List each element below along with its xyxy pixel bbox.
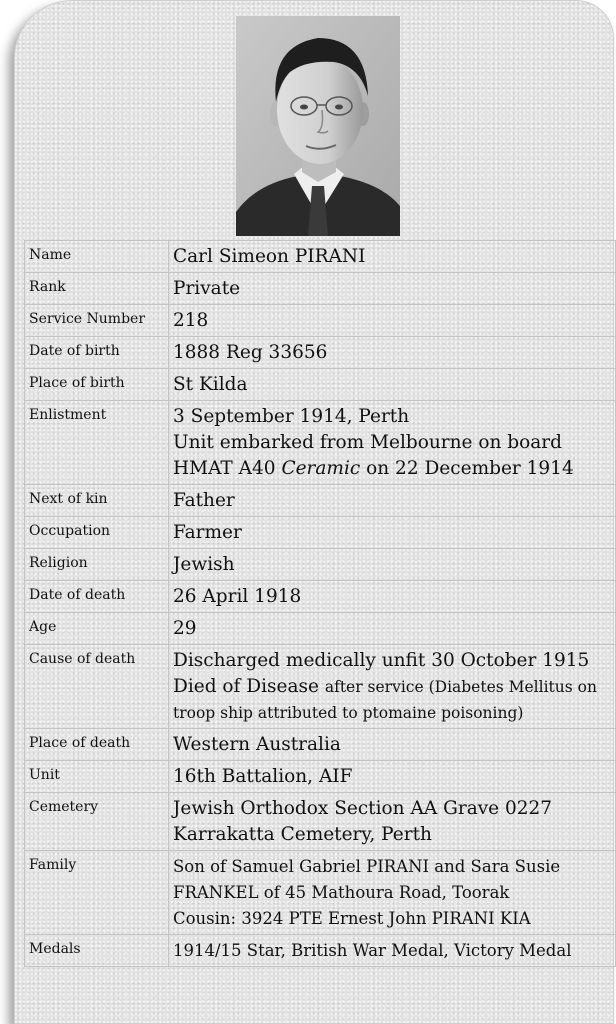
field-label: Date of death	[25, 581, 169, 613]
ship-name: Ceramic	[281, 458, 361, 479]
record-row-occupation	[25, 517, 616, 549]
value-line: 26 April 1918	[173, 586, 302, 607]
value-line: Cousin: 3924 PTE Ernest John PIRANI KIA	[173, 909, 531, 928]
field-label: Rank	[25, 273, 169, 305]
field-value	[169, 401, 616, 485]
ship-suffix: on 22 December 1914	[366, 458, 574, 479]
value-line: 1914/15 Star, British War Medal, Victory Medal	[173, 941, 572, 960]
record-row-medals	[25, 935, 616, 967]
record-row-enlistment	[25, 401, 616, 485]
value-line: Discharged medically unfit 30 October 1915	[173, 650, 590, 671]
value-line: Karrakatta Cemetery, Perth	[173, 824, 432, 845]
field-label: Family	[25, 851, 169, 935]
value-line: Carl Simeon PIRANI	[173, 246, 366, 267]
value-line: FRANKEL of 45 Mathoura Road, Toorak	[173, 883, 510, 902]
field-label: Medals	[25, 935, 169, 967]
field-value	[169, 935, 616, 967]
record-row-place-of-birth	[25, 369, 616, 401]
value-line: St Kilda	[173, 374, 248, 395]
field-label: Name	[25, 241, 169, 273]
service-record-table	[24, 240, 616, 967]
value-line: Father	[173, 490, 235, 511]
record-row-religion	[25, 549, 616, 581]
record-row-service-number	[25, 305, 616, 337]
field-value	[169, 761, 616, 793]
field-label: Cause of death	[25, 645, 169, 729]
field-value	[169, 485, 616, 517]
value-line: Western Australia	[173, 734, 341, 755]
death-cause-detail: after service (Diabetes Mellitus on	[324, 678, 597, 696]
field-label: Occupation	[25, 517, 169, 549]
record-row-next-of-kin	[25, 485, 616, 517]
field-value	[169, 241, 616, 273]
field-value	[169, 851, 616, 935]
field-label: Place of death	[25, 729, 169, 761]
value-line: Jewish	[173, 554, 235, 575]
field-label: Cemetery	[25, 793, 169, 851]
record-row-date-of-death	[25, 581, 616, 613]
portrait-image	[236, 16, 400, 236]
value-line: 218	[173, 310, 209, 331]
field-value	[169, 369, 616, 401]
value-line: 16th Battalion, AIF	[173, 766, 353, 787]
record-row-name	[25, 241, 616, 273]
death-cause-prefix: Died of Disease	[173, 676, 319, 697]
death-cause-detail-cont: troop ship attributed to ptomaine poisoning)	[173, 704, 524, 722]
field-value	[169, 613, 616, 645]
field-value	[169, 273, 616, 305]
record-row-date-of-birth	[25, 337, 616, 369]
field-value	[169, 581, 616, 613]
record-row-cause-of-death	[25, 645, 616, 729]
field-label: Service Number	[25, 305, 169, 337]
field-value	[169, 549, 616, 581]
death-cause-line	[173, 674, 611, 700]
field-value	[169, 337, 616, 369]
field-value	[169, 645, 616, 729]
field-value	[169, 793, 616, 851]
field-label: Date of birth	[25, 337, 169, 369]
field-label: Enlistment	[25, 401, 169, 485]
record-row-place-of-death	[25, 729, 616, 761]
field-label: Place of birth	[25, 369, 169, 401]
value-line: Jewish Orthodox Section AA Grave 0227	[173, 798, 553, 819]
record-row-rank	[25, 273, 616, 305]
record-row-age	[25, 613, 616, 645]
field-value	[169, 729, 616, 761]
field-label: Next of kin	[25, 485, 169, 517]
ship-line	[173, 456, 611, 482]
field-label: Unit	[25, 761, 169, 793]
value-line: 29	[173, 618, 197, 639]
value-line: Private	[173, 278, 241, 299]
record-row-unit	[25, 761, 616, 793]
portrait-photo	[236, 16, 400, 236]
value-line: 1888 Reg 33656	[173, 342, 328, 363]
ship-prefix: HMAT A40	[173, 458, 276, 479]
record-row-cemetery	[25, 793, 616, 851]
field-value	[169, 517, 616, 549]
value-line: Farmer	[173, 522, 242, 543]
value-line: Son of Samuel Gabriel PIRANI and Sara Susie	[173, 857, 561, 876]
field-value	[169, 305, 616, 337]
value-line: 3 September 1914, Perth	[173, 406, 410, 427]
value-line: Unit embarked from Melbourne on board	[173, 432, 562, 453]
field-label: Age	[25, 613, 169, 645]
field-label: Religion	[25, 549, 169, 581]
record-row-family	[25, 851, 616, 935]
